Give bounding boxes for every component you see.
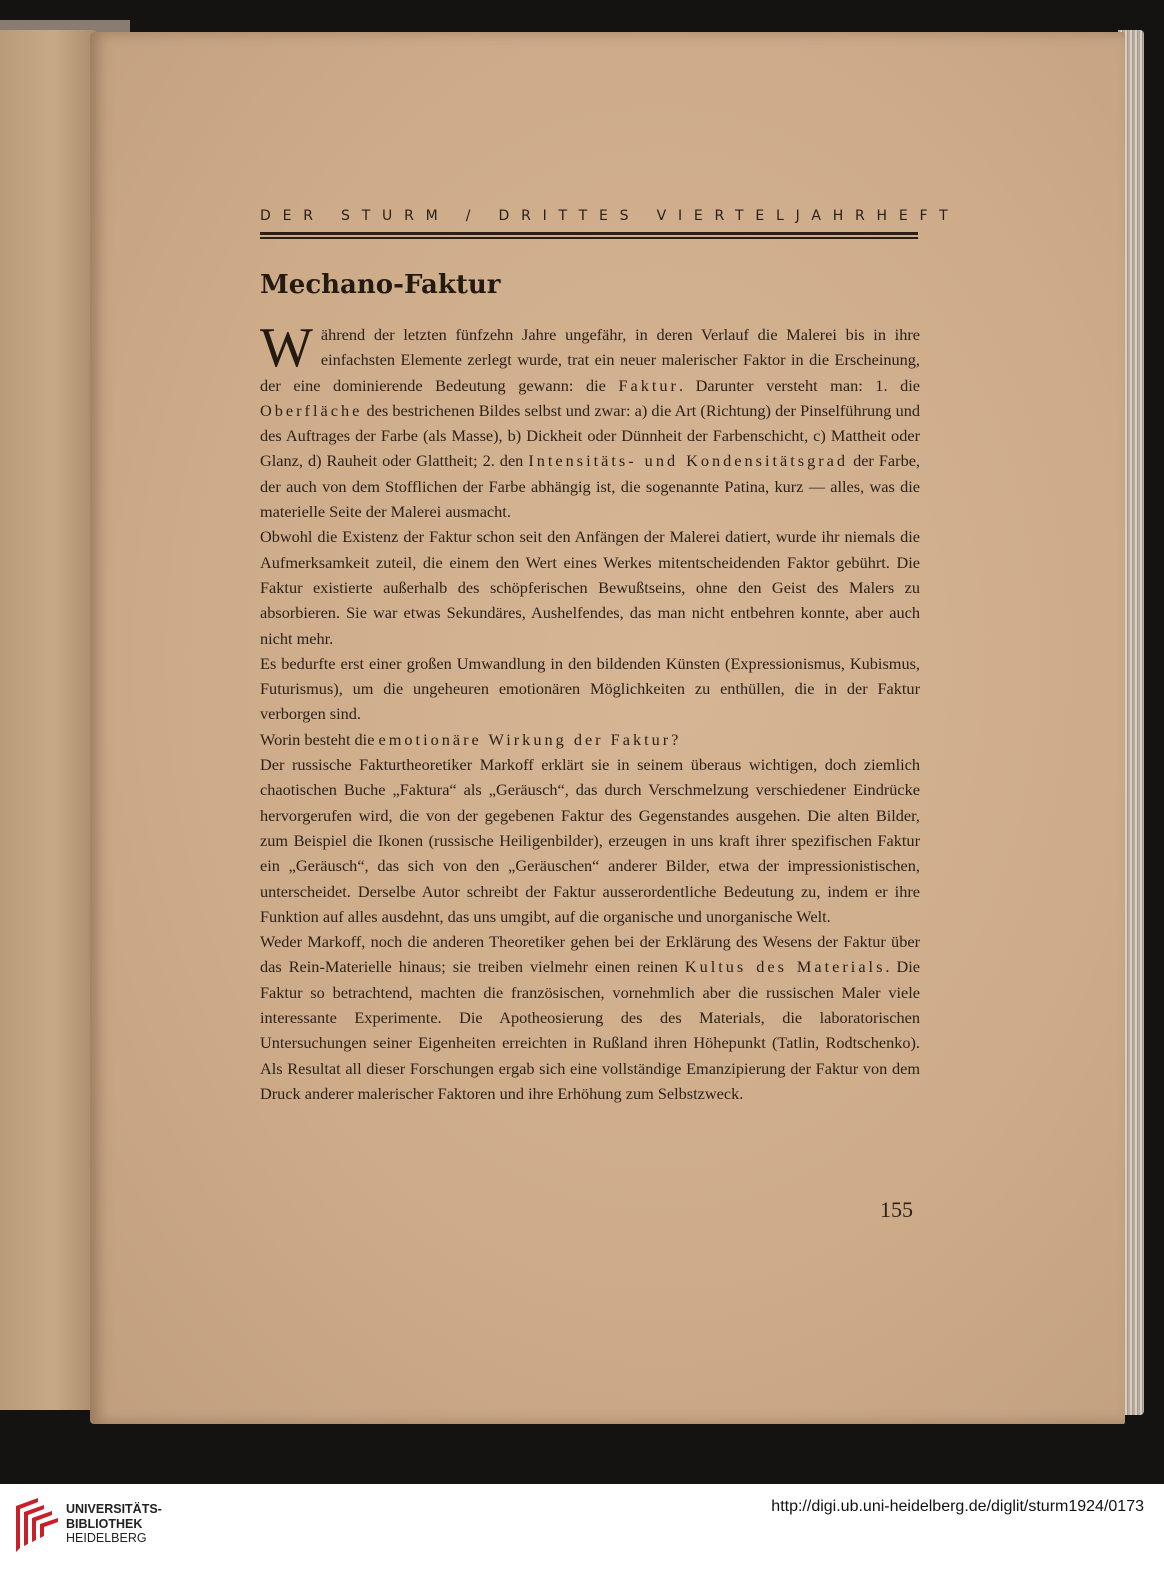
text-run: der Farbe, der auch von dem Stofflichen der Farbe abhängig ist, die sogenannte Patina, kurz — alles, was die materielle Seite der Malerei ausmacht. xyxy=(260,451,921,522)
paragraph xyxy=(260,929,920,1106)
page-number: 155 xyxy=(880,1197,913,1222)
running-header: DER STURM / DRITTES VIERTELJAHRHEFT xyxy=(260,208,960,224)
text-run: ährend der letzten fünfzehn Jahre ungefähr, in deren Verlauf die Malerei bis in ihre einfachsten Elemente zerlegt wurde, trat ein neuer malerischer Faktor in die Erscheinung, der eine dominierende Bedeutung gewann: die xyxy=(260,325,920,395)
spaced-emphasis: Faktur xyxy=(618,375,679,395)
text-run: Obwohl die Existenz der Faktur schon seit den Anfängen der Malerei datiert, wurde ihr niemals die Aufmerksamkeit zuteil, die einem den Wert eines Werkes mitentscheidenden Faktor gebührt. Die Faktur existierte außerhalb des schöpferischen Bewußtseins, ohne den Geist des Malers zu absorbieren. Sie war etwas Sekundäres, Aushelfendes, das man nicht entbehren konnte, aber auch nicht mehr. xyxy=(260,527,920,648)
library-name[interactable] xyxy=(66,1502,162,1546)
spaced-emphasis: Oberfläche xyxy=(260,400,363,420)
text-run: Der russische Fakturtheoretiker Markoff erklärt sie in seinem überaus wichtigen, doch ziemlich chaotischen Buche „Faktura“ als „Geräusch“, das durch Verschmelzung verschiedener Eindrücke hervorgerufen wird, die von der gegebenen Faktur des Gegenstandes ausgehen. Die alten Bilder, zum Beispiel die Ikonen (russische Heiligenbilder), erzeugen in uns kraft ihrer spezifischen Faktur ein „Geräusch“, das sich von den „Geräuschen“ anderer Bilder, etwa der impressionistischen, unterscheidet. Derselbe Autor schreibt der Faktur ausserordentliche Bedeutung zu, indem er ihre Funktion auf alles ausdehnt, das uns umgibt, auf die organische und unorganische Welt. xyxy=(260,755,920,926)
text-run: des bestrichenen Bildes selbst und zwar: a) die Art (Richtung) der Pinselführung und des Auftrages der Farbe (als Masse), b) Dickheit oder Dünnheit der Farbenschicht, c) Mattheit oder Glanz, d) Rauheit oder Glattheit; 2. den xyxy=(260,400,920,471)
permalink-url[interactable]: http://digi.ub.uni-heidelberg.de/diglit/sturm1924/0173 xyxy=(771,1498,1144,1515)
library-name-line: BIBLIOTHEK xyxy=(66,1516,143,1531)
paragraph xyxy=(260,317,921,524)
spaced-emphasis: emotionäre Wirkung der Faktur? xyxy=(378,729,682,749)
spaced-emphasis: Kultus des Materials xyxy=(684,957,886,977)
drop-cap: W xyxy=(260,317,313,379)
article-body xyxy=(260,317,921,1106)
text-run: . Darunter versteht man: 1. die xyxy=(678,375,920,395)
header-rule-thin xyxy=(260,237,918,239)
footer-bar xyxy=(0,1484,1164,1574)
text-run: Weder Markoff, noch die anderen Theoretiker gehen bei der Erklärung des Wesens der Faktur über das Rein-Materielle hinaus; sie treiben vielmehr einen reinen xyxy=(260,932,920,977)
spaced-emphasis: Intensitäts- und Kondensitätsgrad xyxy=(528,451,849,471)
library-name-line: UNIVERSITÄTS- xyxy=(66,1502,162,1516)
ub-heidelberg-logo-icon[interactable] xyxy=(12,1496,60,1556)
facing-page xyxy=(0,30,98,1410)
text-run: . Die Faktur so betrachtend, machten die französischen, vornehmlich aber die russischen Maler viele interessante Experimente. Die Apotheosierung des des Materials, die laboratorischen Untersuchungen seiner Eigenheiten erreichten in Rußland ihren Höhepunkt (Tatlin, Rodtschenko). Als Resultat all dieser Forschungen ergab sich eine vollständige Emanzipierung der Faktur von dem Druck anderer malerischer Faktoren und ihre Erhöhung zum Selbstzweck. xyxy=(260,957,920,1103)
article-title: Mechano-Faktur xyxy=(260,270,501,300)
paragraph xyxy=(260,727,920,752)
paragraph xyxy=(260,752,920,929)
paragraph xyxy=(260,524,920,650)
paragraph xyxy=(260,651,920,727)
text-run: Worin besteht die xyxy=(260,729,379,749)
text-run: Es bedurfte erst einer großen Umwandlung in den bildenden Künsten (Expressionismus, Kubismus, Futurismus), um die ungeheuren emotionären Möglichkeiten zu enthüllen, die in der Faktur verborgen sind. xyxy=(260,653,920,724)
library-name-line: HEIDELBERG xyxy=(66,1531,147,1545)
header-rule xyxy=(260,232,918,235)
